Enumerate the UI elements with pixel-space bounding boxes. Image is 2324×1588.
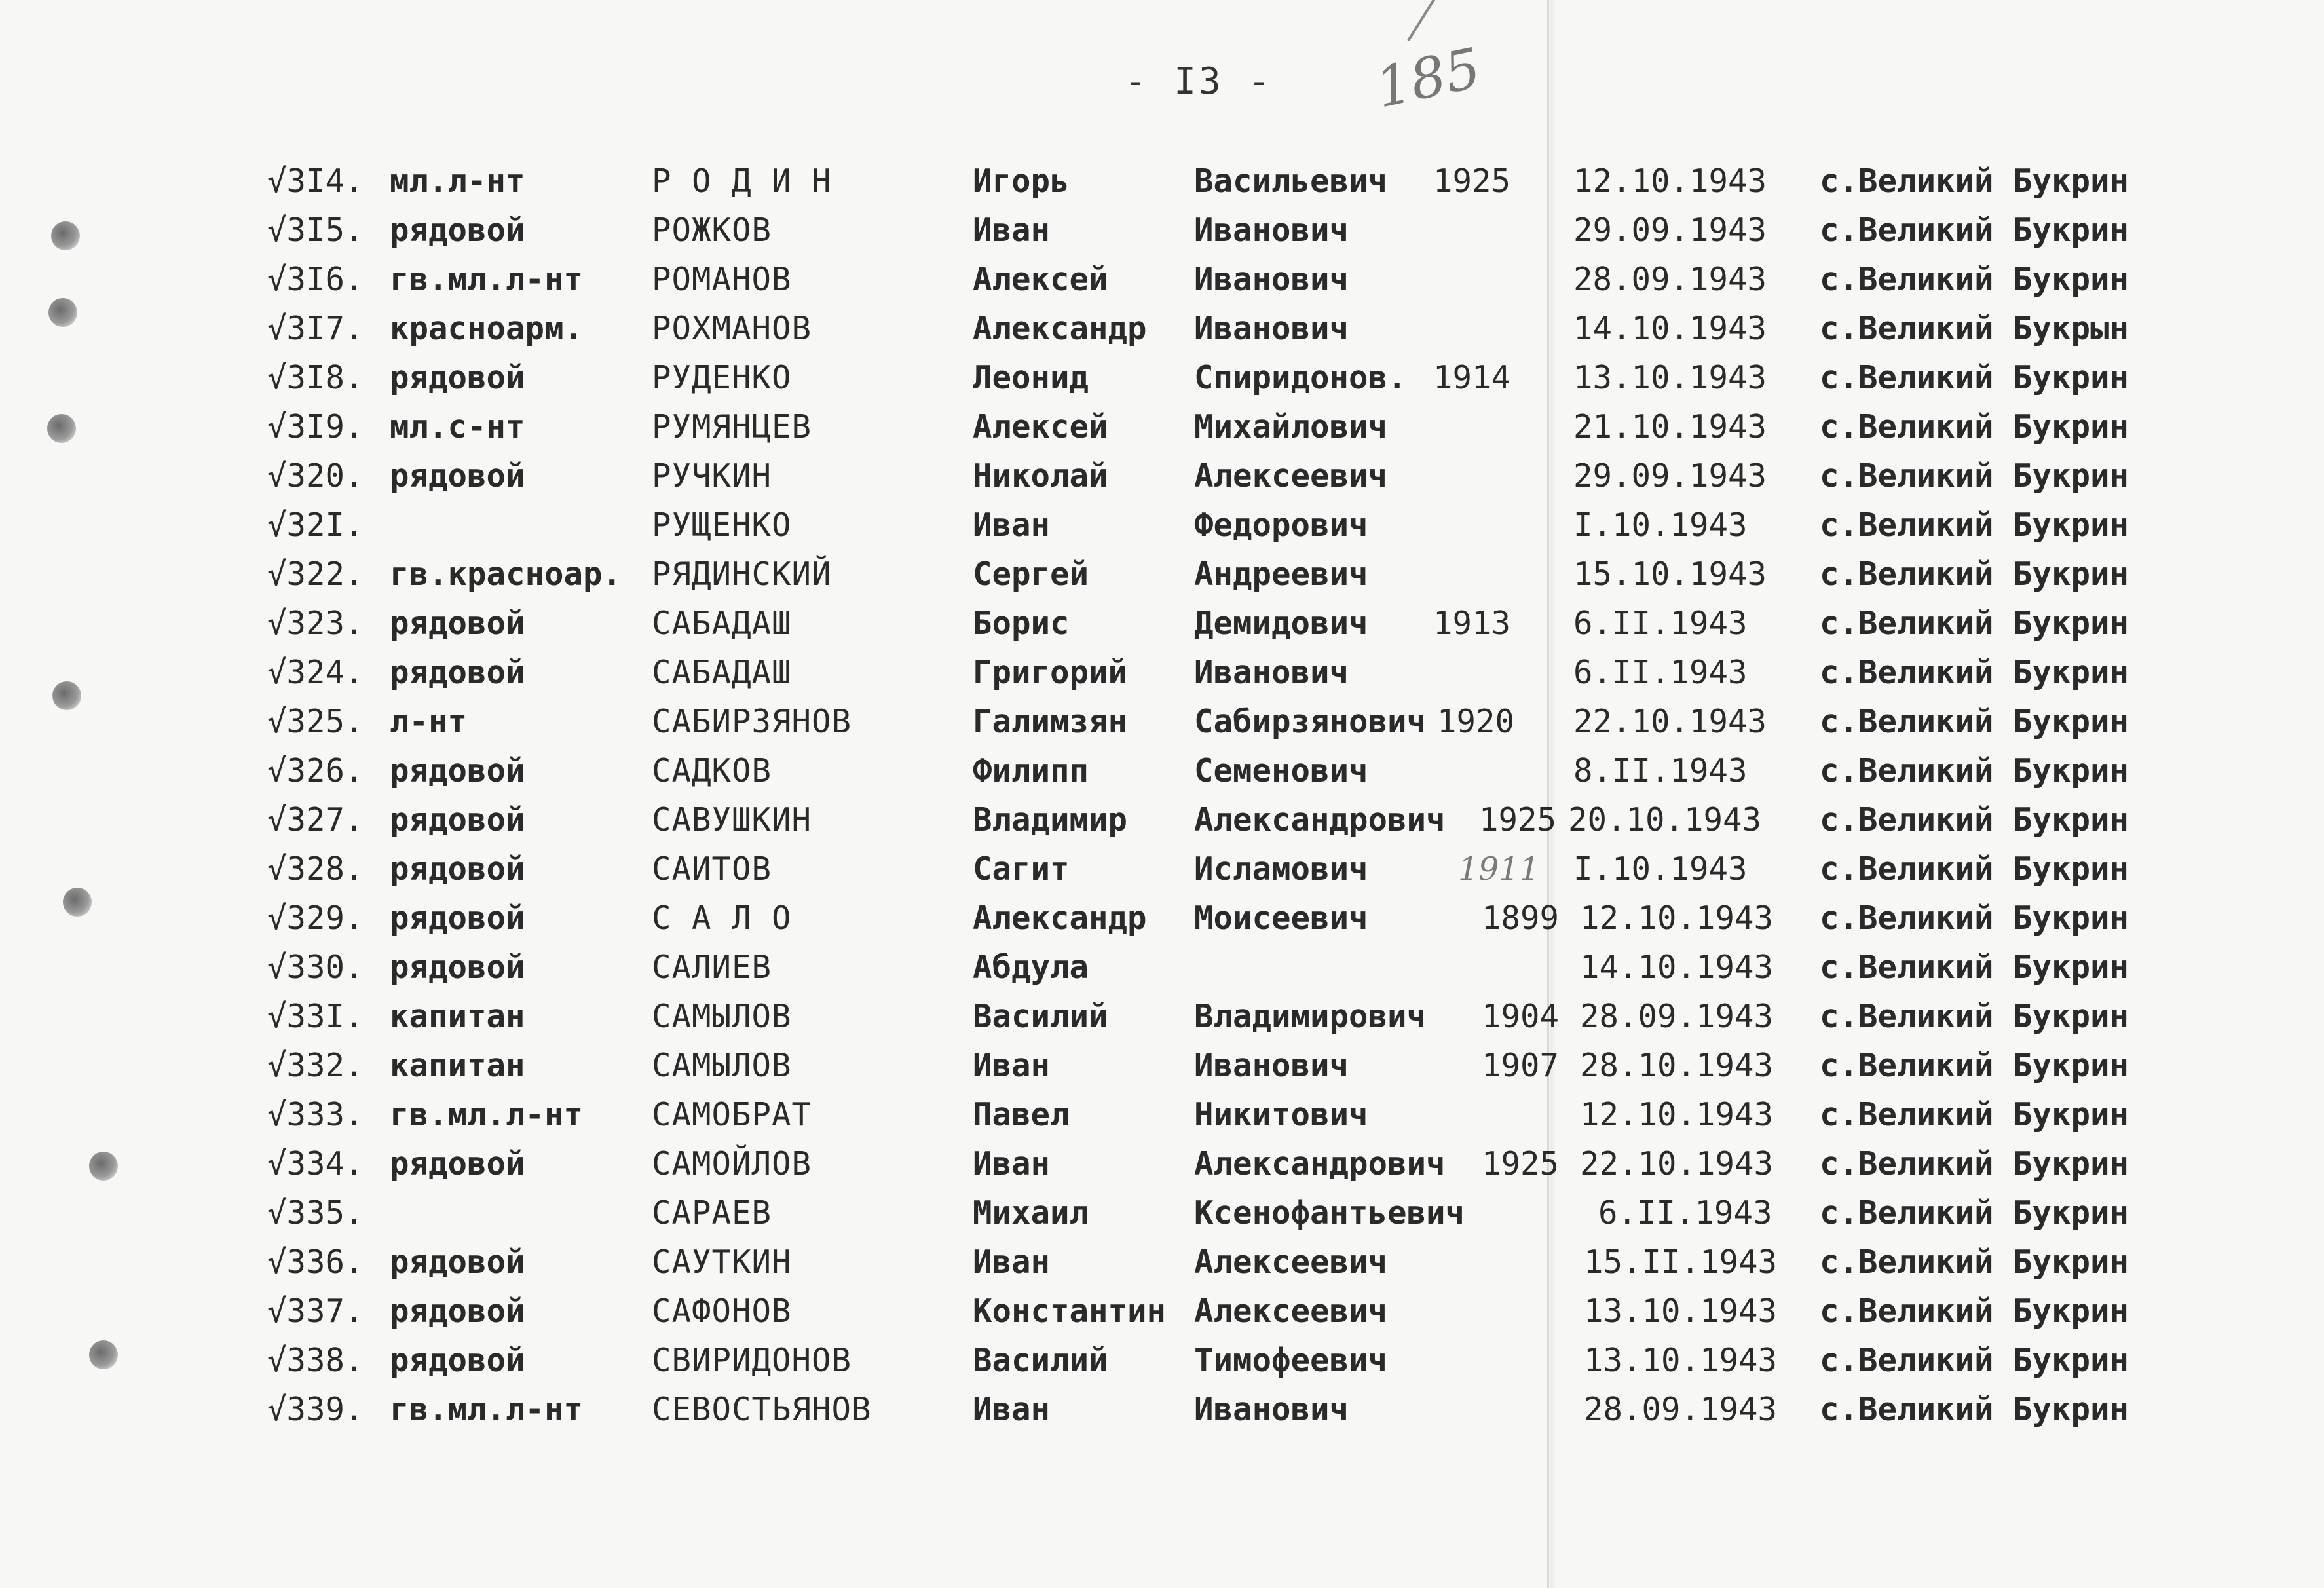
entry-place: с.Великий Букрин bbox=[1820, 654, 2129, 691]
entry-patronymic: Сабирзянович bbox=[1194, 703, 1427, 740]
entry-rank: рядовой bbox=[390, 212, 525, 249]
entry-place: с.Великий Букрин bbox=[1820, 1391, 2129, 1428]
entry-surname: РОМАНОВ bbox=[652, 261, 792, 298]
list-row bbox=[0, 212, 2324, 251]
entry-surname: САЛИЕВ bbox=[652, 949, 772, 986]
entry-date: 6.II.1943 bbox=[1598, 1194, 1772, 1232]
entry-place: с.Великий Букрин bbox=[1820, 212, 2129, 249]
entry-number: √327. bbox=[267, 801, 364, 839]
entry-birth-year: 1899 bbox=[1482, 899, 1560, 937]
list-row bbox=[0, 1391, 2324, 1430]
list-row bbox=[0, 654, 2324, 693]
entry-given-name: Александр bbox=[973, 310, 1147, 347]
entry-given-name: Василий bbox=[973, 998, 1108, 1035]
entry-date: 28.09.1943 bbox=[1573, 261, 1767, 298]
entry-patronymic: Иванович bbox=[1194, 1391, 1349, 1428]
entry-surname: САУТКИН bbox=[652, 1243, 792, 1281]
entry-rank: рядовой bbox=[390, 899, 525, 937]
archive-pen-stroke bbox=[1407, 0, 1465, 41]
entry-patronymic: Иванович bbox=[1194, 1047, 1349, 1084]
entry-given-name: Константин bbox=[973, 1293, 1167, 1330]
entry-surname: САВУШКИН bbox=[652, 801, 812, 839]
list-row bbox=[0, 310, 2324, 349]
entry-patronymic: Васильевич bbox=[1194, 162, 1388, 200]
list-row bbox=[0, 850, 2324, 890]
entry-rank: рядовой bbox=[390, 1145, 525, 1182]
list-row bbox=[0, 752, 2324, 791]
entry-birth-year-handwritten: 1911 bbox=[1458, 850, 1540, 888]
list-row bbox=[0, 703, 2324, 742]
entry-place: с.Великий Букрин bbox=[1820, 457, 2129, 495]
entry-place: с.Великий Букрин bbox=[1820, 359, 2129, 396]
entry-birth-year: 1920 bbox=[1437, 703, 1515, 740]
entry-number: √3I6. bbox=[267, 261, 364, 298]
entry-surname: САМОБРАТ bbox=[652, 1096, 812, 1133]
entry-patronymic: Михайлович bbox=[1194, 408, 1388, 445]
entry-number: √33I. bbox=[267, 998, 364, 1035]
entry-patronymic: Демидович bbox=[1194, 605, 1368, 642]
entry-place: с.Великий Букрин bbox=[1820, 850, 2129, 888]
entry-given-name: Сагит bbox=[973, 850, 1070, 888]
list-row bbox=[0, 605, 2324, 644]
entry-place: с.Великий Букрин bbox=[1820, 261, 2129, 298]
entry-patronymic: Исламович bbox=[1194, 850, 1368, 888]
entry-rank: капитан bbox=[390, 1047, 525, 1084]
entry-number: √332. bbox=[267, 1047, 364, 1084]
list-row bbox=[0, 1293, 2324, 1332]
entry-rank: рядовой bbox=[390, 850, 525, 888]
entry-rank: рядовой bbox=[390, 801, 525, 839]
entry-rank: красноарм. bbox=[390, 310, 584, 347]
entry-number: √329. bbox=[267, 899, 364, 937]
entry-date: 8.II.1943 bbox=[1573, 752, 1748, 789]
entry-place: с.Великий Букрин bbox=[1820, 998, 2129, 1035]
entry-date: 13.10.1943 bbox=[1573, 359, 1767, 396]
entry-rank: рядовой bbox=[390, 1243, 525, 1281]
entry-birth-year: 1907 bbox=[1482, 1047, 1560, 1084]
entry-date: 14.10.1943 bbox=[1573, 310, 1767, 347]
entry-rank: гв.мл.л-нт bbox=[390, 1096, 584, 1133]
entry-given-name: Галимзян bbox=[973, 703, 1128, 740]
entry-place: с.Великий Букрин bbox=[1820, 1096, 2129, 1133]
entry-patronymic: Ксенофантьевич bbox=[1194, 1194, 1465, 1232]
entry-given-name: Иван bbox=[973, 1047, 1051, 1084]
list-row bbox=[0, 261, 2324, 300]
entry-surname: САМЫЛОВ bbox=[652, 1047, 792, 1084]
entry-number: √3I4. bbox=[267, 162, 364, 200]
entry-rank: гв.мл.л-нт bbox=[390, 1391, 584, 1428]
entry-patronymic: Иванович bbox=[1194, 654, 1349, 691]
entry-surname: САМЫЛОВ bbox=[652, 998, 792, 1035]
entry-surname: САБИРЗЯНОВ bbox=[652, 703, 852, 740]
entry-rank: рядовой bbox=[390, 949, 525, 986]
entry-place: с.Великий Букрин bbox=[1820, 1293, 2129, 1330]
entry-date: 15.II.1943 bbox=[1584, 1243, 1778, 1281]
entry-date: 13.10.1943 bbox=[1584, 1293, 1778, 1330]
entry-given-name: Павел bbox=[973, 1096, 1070, 1133]
entry-given-name: Григорий bbox=[973, 654, 1128, 691]
entry-date: 13.10.1943 bbox=[1584, 1342, 1778, 1379]
entry-number: √338. bbox=[267, 1342, 364, 1379]
entry-given-name: Михаил bbox=[973, 1194, 1089, 1232]
entry-number: √322. bbox=[267, 556, 364, 593]
entry-number: √323. bbox=[267, 605, 364, 642]
entry-date: 12.10.1943 bbox=[1573, 162, 1767, 200]
entry-date: 14.10.1943 bbox=[1580, 949, 1774, 986]
entry-place: с.Великий Букрин bbox=[1820, 801, 2129, 839]
archive-page-number: 185 bbox=[1370, 35, 1486, 121]
entry-given-name: Николай bbox=[973, 457, 1108, 495]
entry-number: √320. bbox=[267, 457, 364, 495]
entry-number: √336. bbox=[267, 1243, 364, 1281]
entry-place: с.Великий Букрын bbox=[1820, 310, 2129, 347]
entry-date: 21.10.1943 bbox=[1573, 408, 1767, 445]
entry-birth-year: 1925 bbox=[1433, 162, 1511, 200]
entry-rank: рядовой bbox=[390, 1293, 525, 1330]
entry-birth-year: 1913 bbox=[1433, 605, 1511, 642]
entry-date: 28.09.1943 bbox=[1580, 998, 1774, 1035]
entry-date: 20.10.1943 bbox=[1568, 801, 1762, 839]
entry-rank: л-нт bbox=[390, 703, 468, 740]
entry-patronymic: Никитович bbox=[1194, 1096, 1368, 1133]
entry-given-name: Абдула bbox=[973, 949, 1089, 986]
entry-patronymic: Иванович bbox=[1194, 261, 1349, 298]
entry-number: √3I9. bbox=[267, 408, 364, 445]
entry-place: с.Великий Букрин bbox=[1820, 605, 2129, 642]
entry-place: с.Великий Букрин bbox=[1820, 1342, 2129, 1379]
entry-patronymic: Алексеевич bbox=[1194, 1293, 1388, 1330]
entry-birth-year: 1914 bbox=[1433, 359, 1511, 396]
entry-number: √3I7. bbox=[267, 310, 364, 347]
list-row bbox=[0, 457, 2324, 497]
entry-place: с.Великий Букрин bbox=[1820, 1145, 2129, 1182]
entry-number: √339. bbox=[267, 1391, 364, 1428]
entry-date: I.10.1943 bbox=[1573, 850, 1748, 888]
entry-surname: С А Л О bbox=[652, 899, 792, 937]
list-row bbox=[0, 1342, 2324, 1381]
entry-patronymic: Иванович bbox=[1194, 310, 1349, 347]
entry-patronymic: Семенович bbox=[1194, 752, 1368, 789]
list-row bbox=[0, 408, 2324, 447]
list-row bbox=[0, 949, 2324, 988]
entry-given-name: Василий bbox=[973, 1342, 1108, 1379]
entry-given-name: Леонид bbox=[973, 359, 1089, 396]
entry-number: √3I5. bbox=[267, 212, 364, 249]
entry-given-name: Игорь bbox=[973, 162, 1070, 200]
entry-patronymic: Александрович bbox=[1194, 801, 1446, 839]
entry-place: с.Великий Букрин bbox=[1820, 506, 2129, 544]
entry-surname: РОЖКОВ bbox=[652, 212, 772, 249]
entry-date: 22.10.1943 bbox=[1580, 1145, 1774, 1182]
entry-number: √328. bbox=[267, 850, 364, 888]
entry-surname: САДКОВ bbox=[652, 752, 772, 789]
entry-date: 12.10.1943 bbox=[1580, 1096, 1774, 1133]
entry-surname: РОХМАНОВ bbox=[652, 310, 812, 347]
entry-place: с.Великий Букрин bbox=[1820, 1047, 2129, 1084]
entry-place: с.Великий Букрин bbox=[1820, 703, 2129, 740]
entry-place: с.Великий Букрин bbox=[1820, 556, 2129, 593]
entry-rank: рядовой bbox=[390, 359, 525, 396]
entry-surname: САФОНОВ bbox=[652, 1293, 792, 1330]
entry-place: с.Великий Букрин bbox=[1820, 408, 2129, 445]
entry-surname: САИТОВ bbox=[652, 850, 772, 888]
entry-patronymic: Спиридонов. bbox=[1194, 359, 1407, 396]
entry-number: √333. bbox=[267, 1096, 364, 1133]
entry-rank: рядовой bbox=[390, 1342, 525, 1379]
entry-surname: РУЩЕНКО bbox=[652, 506, 792, 544]
entry-number: √326. bbox=[267, 752, 364, 789]
entry-place: с.Великий Букрин bbox=[1820, 752, 2129, 789]
entry-patronymic: Андреевич bbox=[1194, 556, 1368, 593]
entry-rank: рядовой bbox=[390, 654, 525, 691]
list-row bbox=[0, 1145, 2324, 1184]
entry-given-name: Алексей bbox=[973, 261, 1108, 298]
entry-surname: САБАДАШ bbox=[652, 605, 792, 642]
list-row bbox=[0, 899, 2324, 939]
entry-given-name: Владимир bbox=[973, 801, 1128, 839]
entry-patronymic: Владимирович bbox=[1194, 998, 1427, 1035]
entry-date: 15.10.1943 bbox=[1573, 556, 1767, 593]
list-row bbox=[0, 1047, 2324, 1086]
entry-patronymic: Алексеевич bbox=[1194, 1243, 1388, 1281]
list-row bbox=[0, 1243, 2324, 1283]
entry-place: с.Великий Букрин bbox=[1820, 949, 2129, 986]
entry-date: 29.09.1943 bbox=[1573, 457, 1767, 495]
entry-rank: гв.красноар. bbox=[390, 556, 622, 593]
entry-surname: РУЧКИН bbox=[652, 457, 772, 495]
entry-place: с.Великий Букрин bbox=[1820, 1194, 2129, 1232]
entry-given-name: Иван bbox=[973, 1145, 1051, 1182]
entry-surname: Р О Д И Н bbox=[652, 162, 832, 200]
entry-birth-year: 1904 bbox=[1482, 998, 1560, 1035]
entry-number: √3I8. bbox=[267, 359, 364, 396]
entry-surname: САМОЙЛОВ bbox=[652, 1145, 812, 1182]
list-row bbox=[0, 801, 2324, 841]
entry-rank: мл.с-нт bbox=[390, 408, 525, 445]
entry-number: √324. bbox=[267, 654, 364, 691]
entry-rank: рядовой bbox=[390, 457, 525, 495]
entry-number: √335. bbox=[267, 1194, 364, 1232]
entry-number: √330. bbox=[267, 949, 364, 986]
entry-rank: рядовой bbox=[390, 752, 525, 789]
entry-patronymic: Иванович bbox=[1194, 212, 1349, 249]
entry-surname: РУДЕНКО bbox=[652, 359, 792, 396]
entry-given-name: Иван bbox=[973, 506, 1051, 544]
entry-place: с.Великий Букрин bbox=[1820, 1243, 2129, 1281]
entry-birth-year: 1925 bbox=[1482, 1145, 1560, 1182]
entry-given-name: Алексей bbox=[973, 408, 1108, 445]
entry-given-name: Борис bbox=[973, 605, 1070, 642]
list-row bbox=[0, 162, 2324, 202]
entry-rank: мл.л-нт bbox=[390, 162, 525, 200]
entry-patronymic: Александрович bbox=[1194, 1145, 1446, 1182]
list-row bbox=[0, 556, 2324, 595]
list-row bbox=[0, 998, 2324, 1037]
entry-patronymic: Федорович bbox=[1194, 506, 1368, 544]
entry-surname: СЕВОСТЬЯНОВ bbox=[652, 1391, 872, 1428]
entry-given-name: Иван bbox=[973, 1243, 1051, 1281]
entry-place: с.Великий Букрин bbox=[1820, 899, 2129, 937]
entry-surname: САБАДАШ bbox=[652, 654, 792, 691]
entry-given-name: Александр bbox=[973, 899, 1147, 937]
entry-number: √325. bbox=[267, 703, 364, 740]
entry-given-name: Иван bbox=[973, 212, 1051, 249]
entry-date: 28.09.1943 bbox=[1584, 1391, 1778, 1428]
entry-date: 6.II.1943 bbox=[1573, 654, 1748, 691]
entry-date: 22.10.1943 bbox=[1573, 703, 1767, 740]
entry-surname: РЯДИНСКИЙ bbox=[652, 556, 832, 593]
entry-date: 12.10.1943 bbox=[1580, 899, 1774, 937]
list-row bbox=[0, 506, 2324, 546]
entry-birth-year: 1925 bbox=[1479, 801, 1557, 839]
entry-place: с.Великий Букрин bbox=[1820, 162, 2129, 200]
entry-date: 6.II.1943 bbox=[1573, 605, 1748, 642]
entry-rank: капитан bbox=[390, 998, 525, 1035]
entry-patronymic: Алексеевич bbox=[1194, 457, 1388, 495]
entry-number: √337. bbox=[267, 1293, 364, 1330]
entry-patronymic: Моисеевич bbox=[1194, 899, 1368, 937]
entry-date: 29.09.1943 bbox=[1573, 212, 1767, 249]
entry-surname: РУМЯНЦЕВ bbox=[652, 408, 812, 445]
entry-rank: рядовой bbox=[390, 605, 525, 642]
list-row bbox=[0, 1194, 2324, 1234]
list-row bbox=[0, 359, 2324, 398]
entry-date: I.10.1943 bbox=[1573, 506, 1748, 544]
entry-given-name: Иван bbox=[973, 1391, 1051, 1428]
entry-surname: САРАЕВ bbox=[652, 1194, 772, 1232]
entry-date: 28.10.1943 bbox=[1580, 1047, 1774, 1084]
entry-given-name: Филипп bbox=[973, 752, 1089, 789]
entry-number: √334. bbox=[267, 1145, 364, 1182]
list-row bbox=[0, 1096, 2324, 1135]
entry-rank: гв.мл.л-нт bbox=[390, 261, 584, 298]
entry-patronymic: Тимофеевич bbox=[1194, 1342, 1388, 1379]
page-number: - I3 - bbox=[1124, 60, 1273, 103]
entry-given-name: Сергей bbox=[973, 556, 1089, 593]
entry-number: √32I. bbox=[267, 506, 364, 544]
entry-surname: СВИРИДОНОВ bbox=[652, 1342, 852, 1379]
